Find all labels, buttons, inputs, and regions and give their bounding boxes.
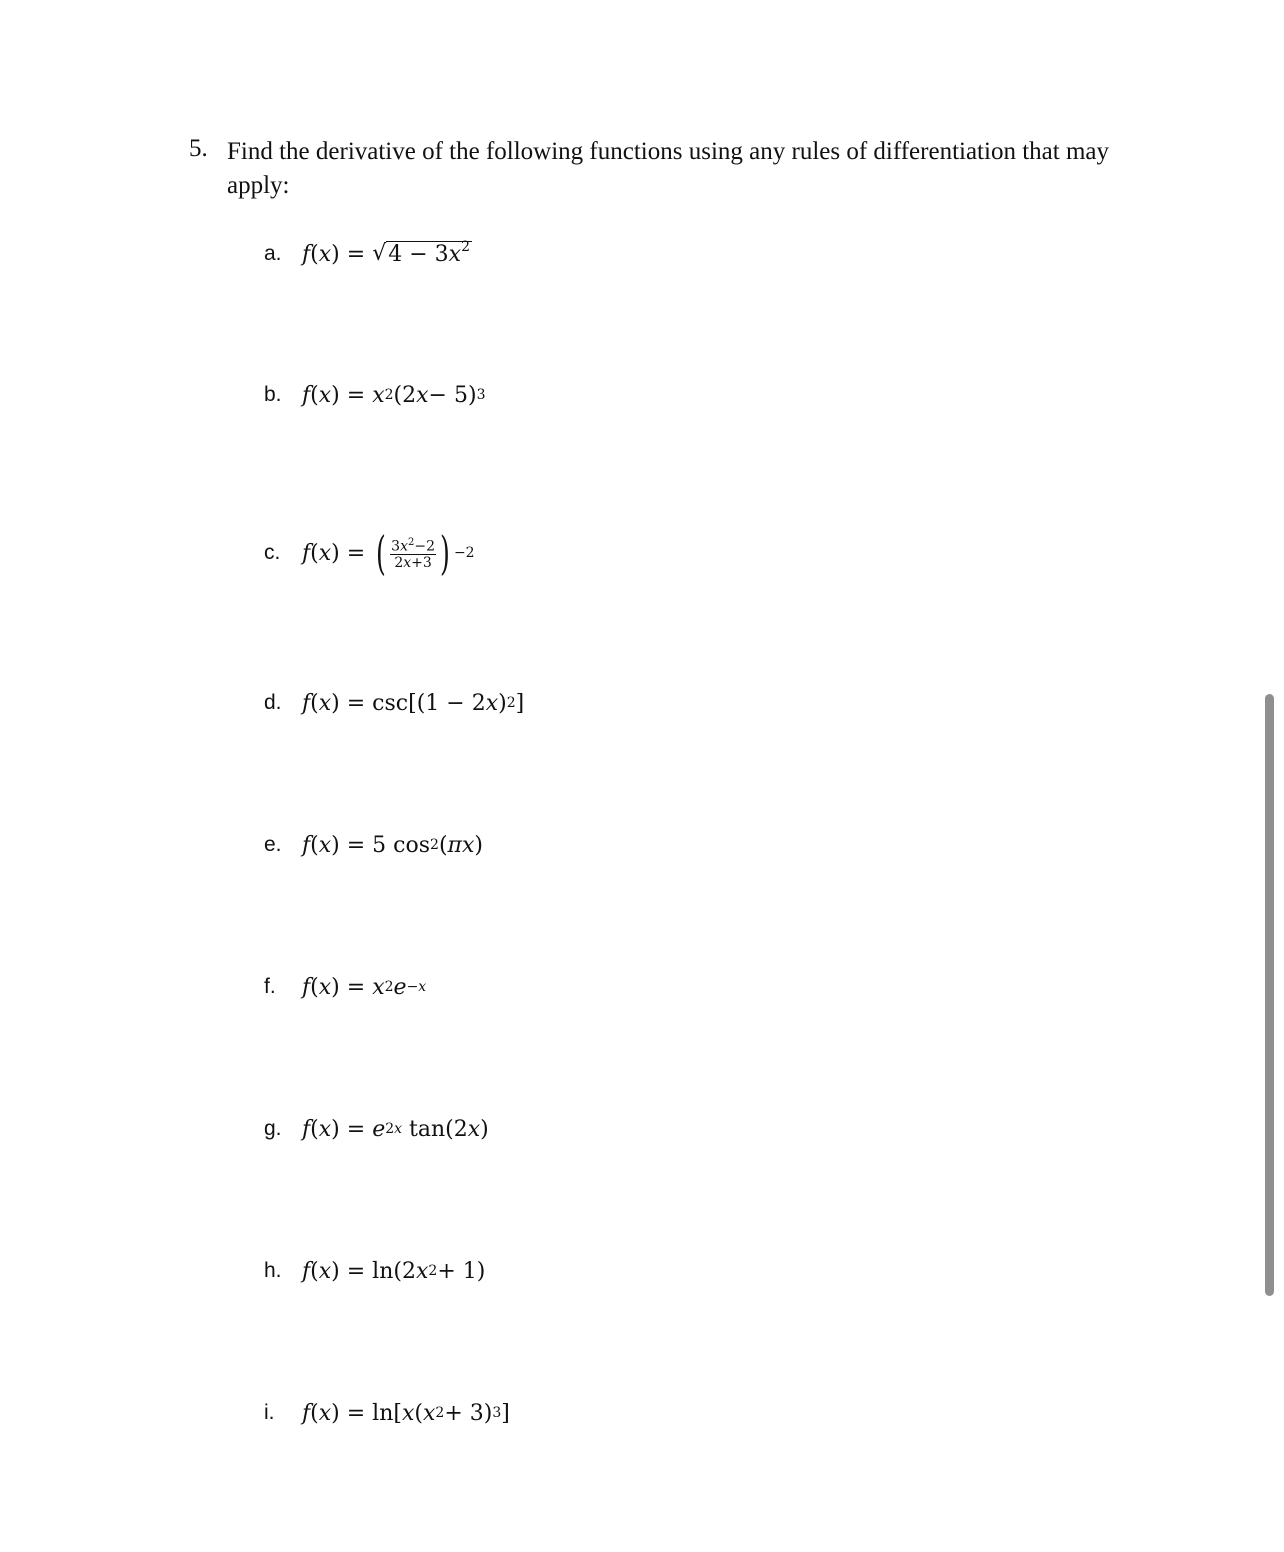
question-text: Find the derivative of the following functions using any rules of differentiation that may apply: (227, 138, 1109, 199)
problem-a (264, 229, 472, 279)
problem-expression: f ( x ) = √ $4 - 3x^2$ (302, 239, 470, 267)
problem-expression: f ( x ) = ln[ x ( x 2 + 3) 3 ] (302, 1400, 510, 1426)
problem-label: g. (264, 1117, 282, 1140)
problem-label: a. (264, 242, 282, 265)
problem-label: e. (264, 833, 282, 856)
problem-label: f. (264, 975, 276, 998)
problem-expression: f ( x ) = ln(2 x 2 + 1) (302, 1258, 486, 1284)
problem-b (264, 370, 485, 420)
problem-label: b. (264, 383, 282, 406)
problem-expression: f ( x ) = e 2x tan(2 x ) (302, 1116, 489, 1142)
problem-label: d. (264, 691, 282, 714)
fraction: $\frac{3x^2-2}{2x+3}$ (391, 536, 435, 572)
problem-label: c. (264, 541, 281, 564)
problem-g (264, 1104, 489, 1154)
problem-f (264, 962, 426, 1012)
problem-c (264, 528, 475, 578)
problem-label: h. (264, 1259, 282, 1282)
problem-i (264, 1388, 510, 1438)
problem-expression: f ( x ) = 5 cos 2 ( πx ) (302, 832, 484, 858)
problem-d (264, 678, 524, 728)
problem-h (264, 1246, 485, 1296)
problem-label: i. (264, 1401, 275, 1424)
problem-expression: f ( x ) = x 2 (2 x − 5) 3 (302, 382, 486, 408)
question-number: 5. (189, 135, 208, 162)
square-root: √ $4 - 3x^2$ (372, 239, 470, 267)
problem-e (264, 820, 483, 870)
problem-expression: f ( x ) = x 2 e −x (302, 974, 427, 1000)
vertical-scrollbar[interactable] (1265, 694, 1274, 1296)
problem-expression: f ( x ) = csc[(1 − 2 x ) 2 ] (302, 690, 525, 716)
problem-expression: f ( x ) = ( $\frac{3x^2-2}{2x+3}$ ) −2 (302, 526, 475, 580)
